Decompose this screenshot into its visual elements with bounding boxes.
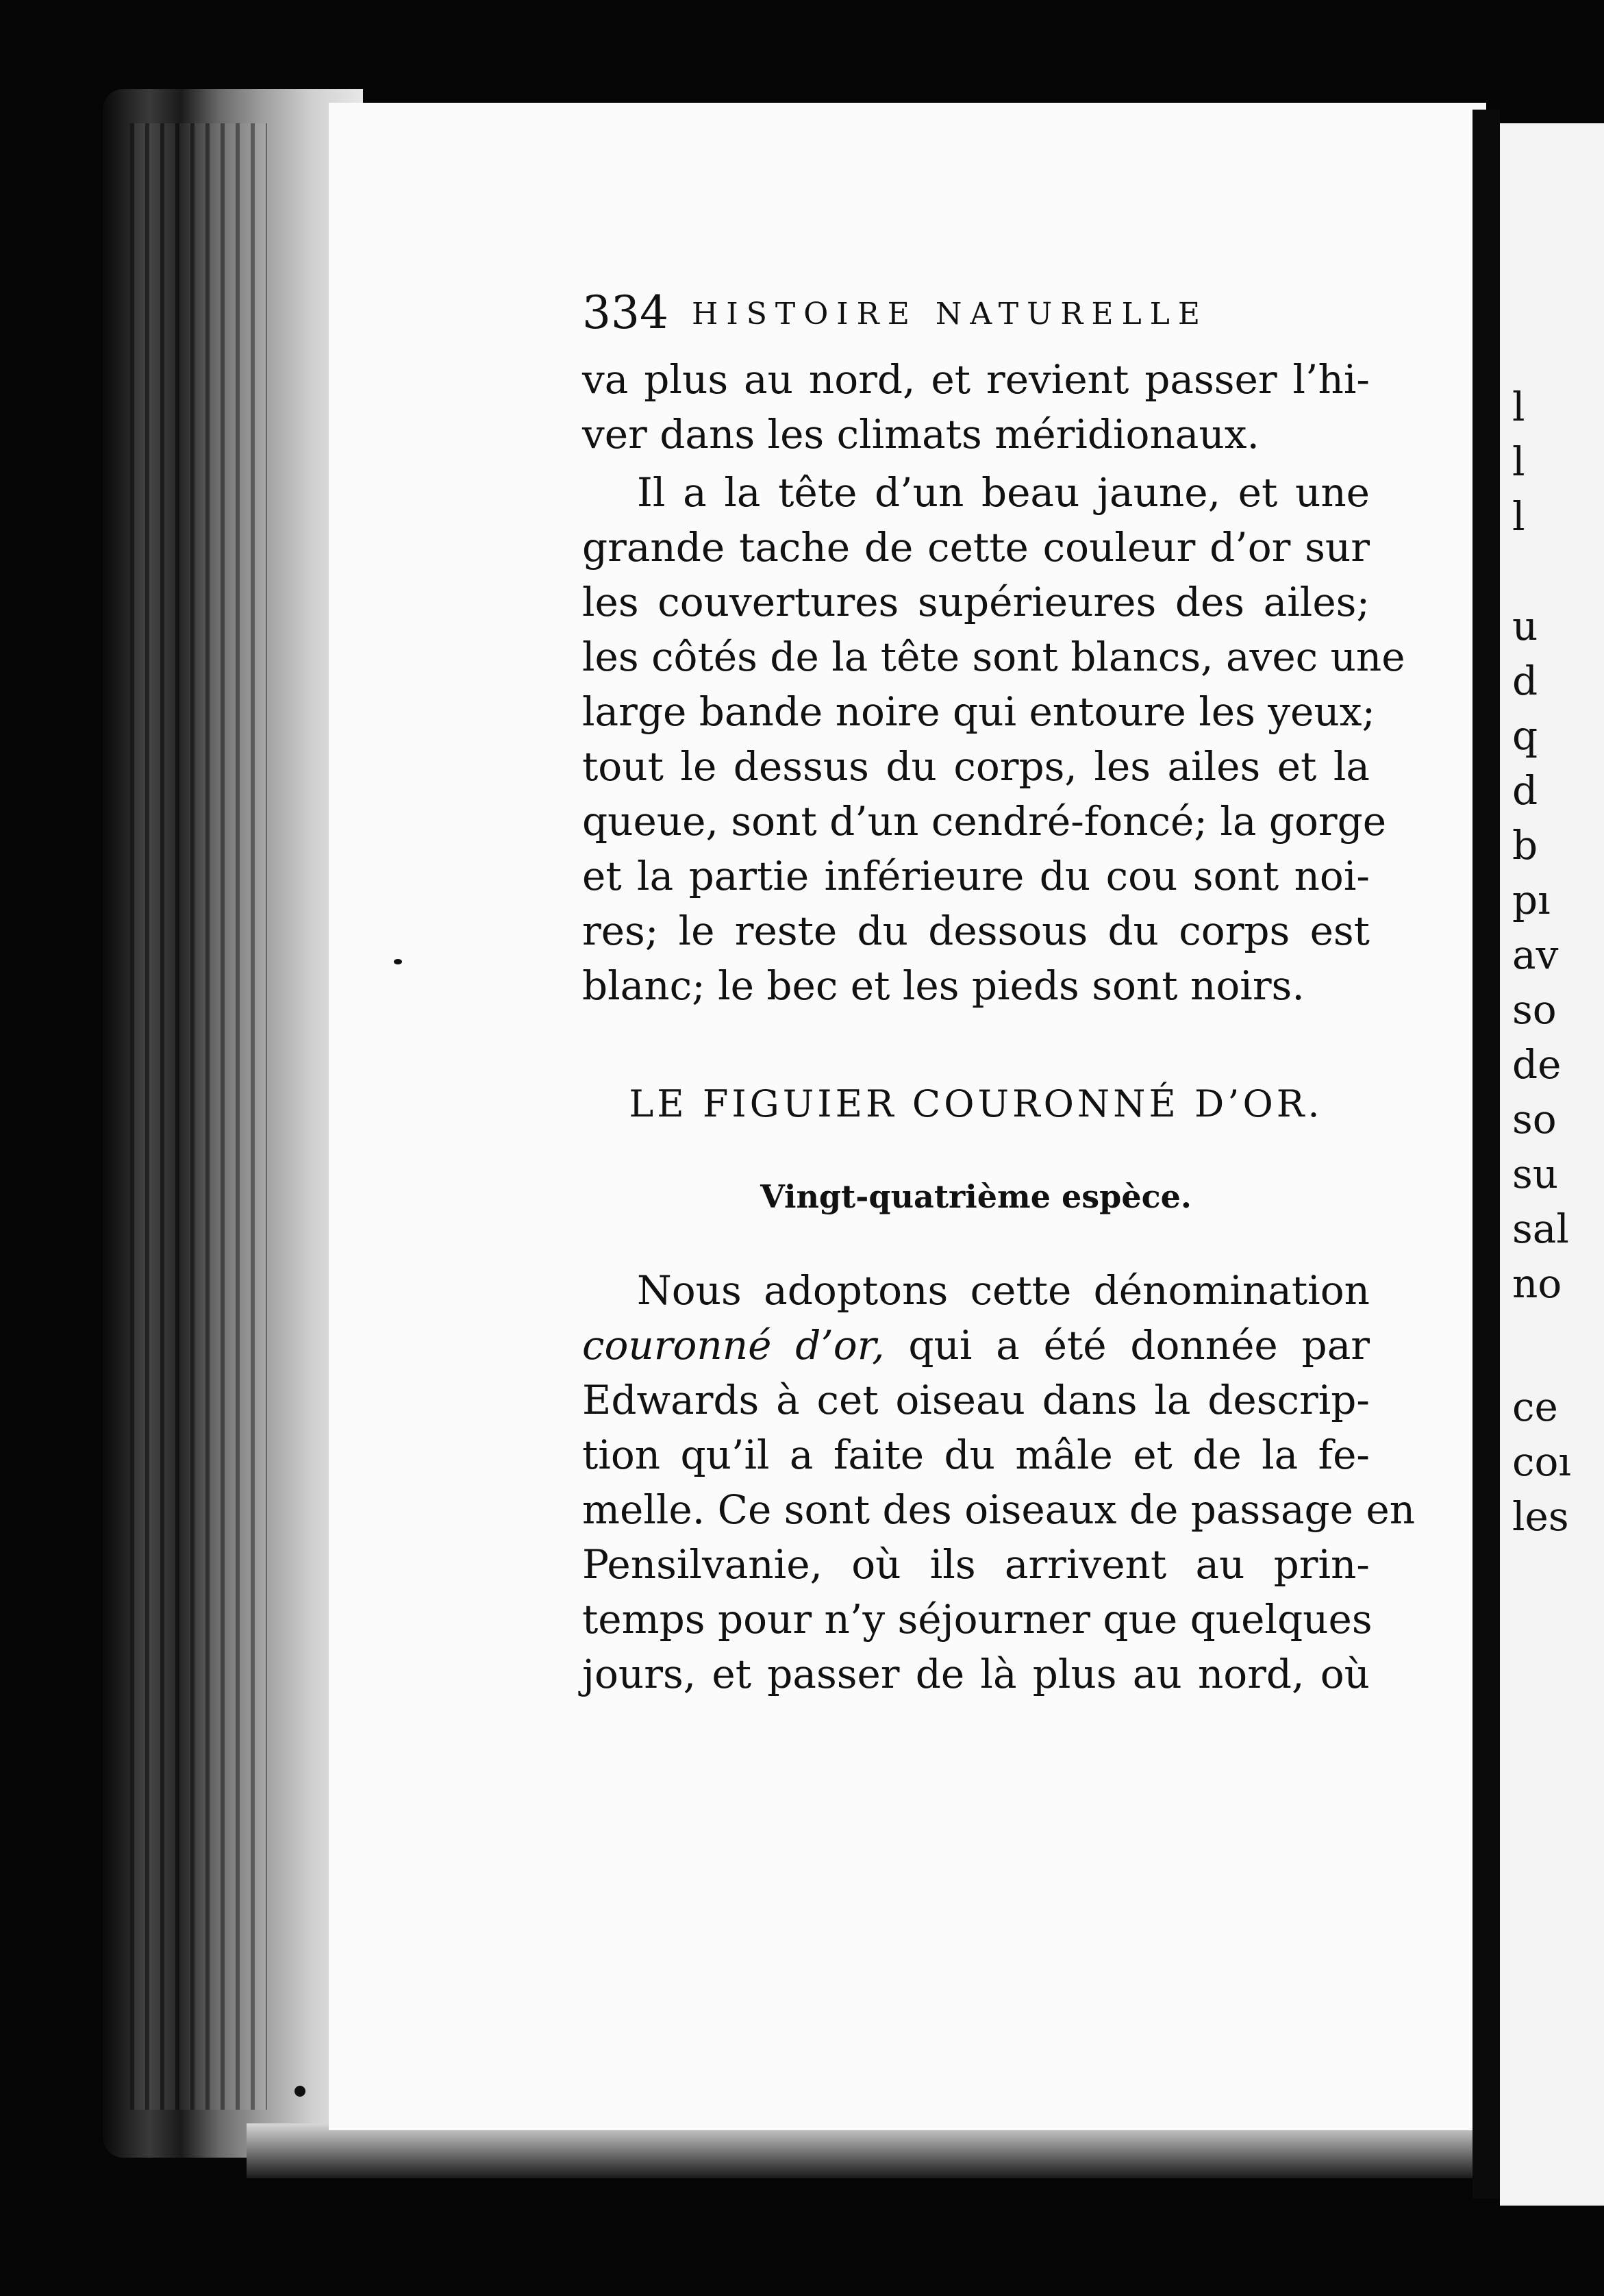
body-text-line: Pensilvanie, où ils arrivent au prin-	[582, 1541, 1370, 1588]
body-text-line-with-italic	[582, 1322, 1370, 1369]
right-page-fragment: les	[1512, 1493, 1569, 1540]
running-title: HISTOIRE NATURELLE	[691, 297, 1209, 332]
section-subtitle: Vingt-quatrième espèce.	[760, 1178, 1192, 1215]
body-text-fragment: qui a été donnée par	[908, 1322, 1370, 1369]
scan-speck	[295, 2086, 305, 2097]
body-text-line: tion qu’il a faite du mâle et de la fe-	[582, 1432, 1370, 1478]
body-text-line: queue, sont d’un cendré-foncé; la gorge	[582, 798, 1387, 845]
binding-texture	[130, 123, 267, 2110]
right-page-fragment: ce	[1512, 1384, 1558, 1430]
right-page-fragment: pı	[1512, 877, 1551, 923]
right-page-fragment: l	[1512, 384, 1525, 430]
body-text-line: blanc; le bec et les pieds sont noirs.	[582, 962, 1305, 1009]
body-text-line: grande tache de cette couleur d’or sur	[582, 524, 1370, 571]
page-bottom-edge	[247, 2123, 1493, 2178]
italic-term: couronné d’or,	[582, 1322, 885, 1369]
body-text-line: tout le dessus du corps, les ailes et la	[582, 743, 1370, 790]
body-text-line: jours, et passer de là plus au nord, où	[582, 1651, 1370, 1697]
right-page-fragment: sal	[1512, 1206, 1569, 1252]
right-page-fragment: no	[1512, 1260, 1562, 1307]
right-page-fragment: d	[1512, 767, 1538, 814]
body-text-line: les couvertures supérieures des ailes;	[582, 579, 1370, 625]
right-page-fragment: su	[1512, 1151, 1559, 1197]
right-page-fragment: b	[1512, 822, 1538, 869]
body-text-line: large bande noire qui entoure les yeux;	[582, 688, 1375, 735]
right-page-fragment: de	[1512, 1041, 1562, 1088]
right-page-fragment: av	[1512, 932, 1559, 978]
right-page-fragment: d	[1512, 658, 1538, 704]
body-text-line: et la partie inférieure du cou sont noi-	[582, 853, 1370, 899]
body-text-line: les côtés de la tête sont blancs, avec une	[582, 634, 1405, 680]
body-text-line: res; le reste du dessous du corps est	[582, 908, 1370, 954]
right-page-fragment: l	[1512, 493, 1525, 540]
body-text-line: ver dans les climats méridionaux.	[582, 411, 1260, 458]
right-page-fragment: q	[1512, 712, 1538, 759]
body-text-line: temps pour n’y séjourner que quelques	[582, 1596, 1373, 1643]
page-number: 334	[582, 286, 668, 339]
section-title: LE FIGUIER COURONNÉ D’OR.	[629, 1082, 1323, 1125]
body-text-line: Nous adoptons cette dénomination	[637, 1267, 1370, 1314]
page-gutter	[1473, 110, 1500, 2199]
body-text-line: Edwards à cet oiseau dans la descrip-	[582, 1377, 1370, 1423]
body-text-line: Il a la tête d’un beau jaune, et une	[637, 469, 1370, 516]
scan-speck	[394, 959, 402, 964]
body-text-line: melle. Ce sont des oiseaux de passage en	[582, 1486, 1416, 1533]
right-page-fragment: so	[1512, 986, 1557, 1033]
right-page-fragment: coı	[1512, 1438, 1571, 1485]
right-page-fragment: so	[1512, 1096, 1557, 1143]
body-text-line: va plus au nord, et revient passer l’hi-	[582, 356, 1370, 403]
right-page-fragment: l	[1512, 438, 1525, 485]
right-page-strip	[1500, 123, 1604, 2206]
right-page-fragment: u	[1512, 603, 1538, 649]
running-header	[582, 286, 1208, 339]
